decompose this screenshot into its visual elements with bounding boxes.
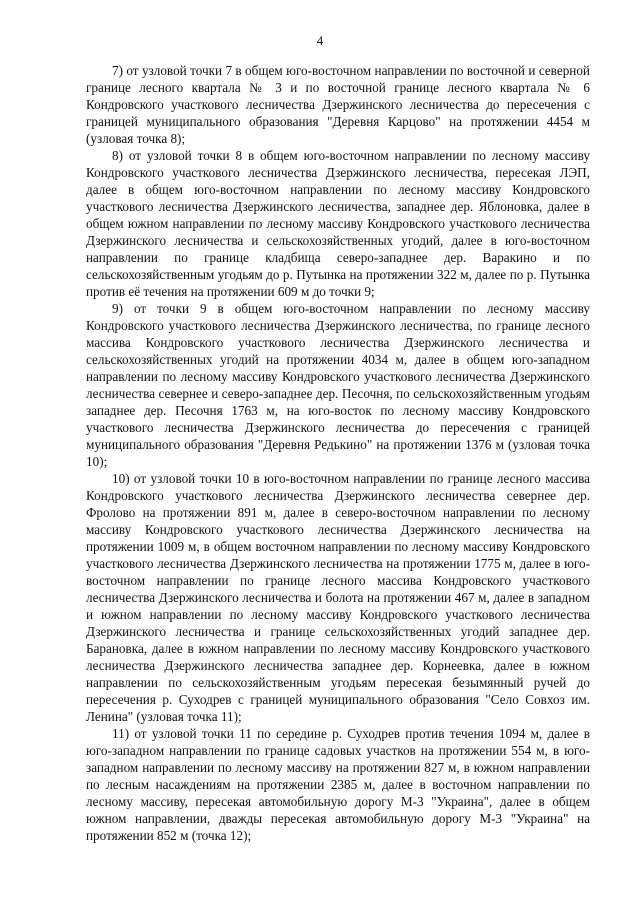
paragraph-7: 7) от узловой точки 7 в общем юго-восточном направлении по восточной и северной границе лесного квартала № 3 и по восточной границе лесного квартала № 6 Кондровского участкового лесничества Дзержинского лесничества до пересечения с границей муниципального образования "Деревня Карцово" на протяжении 4454 м (узловая точка 8); (86, 63, 590, 146)
page-number: 4 (316, 33, 324, 48)
paragraph-9: 9) от точки 9 в общем юго-восточном направлении по лесному массиву Кондровского участкового лесничества Дзержинского лесничества, по границе лесного массива Кондровского участкового лесничества Дзержинского лесничества и сельскохозяйственных угодий на протяжении 4034 м, далее в общем юго-западном направлении по лесному массиву Кондровского участкового лесничества Дзержинского лесничества севернее и северо-западнее дер. Песочня, по сельскохозяйственным угодьям западнее дер. Песочня 1763 м, на юго-восток по лесному массиву Кондровского участкового лесничества Дзержинского лесничества до пересечения с границей муниципального образования "Деревня Редькино" на протяжении 1376 м (узловая точка 10); (86, 301, 590, 469)
document-body (86, 62, 590, 844)
paragraph-11: 11) от узловой точки 11 по середине р. Суходрев против течения 1094 м, далее в юго-западном направлении по границе садовых участков на протяжении 554 м, в юго-западном направлении по лесному массиву на протяжении 827 м, в южном направлении по лесным насаждениям на протяжении 2385 м, далее в восточном направлении по лесному массиву, пересекая автомобильную дорогу М-3 "Украина", далее в общем южном направлении, дважды пересекая автомобильную дорогу М-3 "Украина" на протяжении 852 м (точка 12); (86, 726, 590, 843)
paragraph-8: 8) от узловой точки 8 в общем юго-восточном направлении по лесному массиву Кондровского участкового лесничества Дзержинского лесничества, пересекая ЛЭП, далее в общем юго-восточном направлении по лесному массиву Кондровского участкового лесничества Дзержинского лесничества, западнее дер. Яблоновка, далее в общем южном направлении по лесному массиву Кондровского участкового лесничества Дзержинского лесничества и сельскохозяйственных угодий, далее в юго-восточном направлении по границе кладбища северо-западнее дер. Варакино и по сельскохозяйственным угодьям до р. Путынка на протяжении 322 м, далее по р. Путынка против её течения на протяжении 609 м до точки 9; (86, 148, 590, 299)
paragraph-10: 10) от узловой точки 10 в юго-восточном направлении по границе лесного массива Кондровского участкового лесничества Дзержинского лесничества севернее дер. Фролово на протяжении 891 м, далее в северо-восточном направлении по лесному массиву Кондровского участкового лесничества Дзержинского лесничества на протяжении 1009 м, в общем восточном направлении по лесному массиву Кондровского участкового лесничества Дзержинского лесничества на протяжении 1775 м, далее в юго-восточном направлении по границе лесного массива Кондровского участкового лесничества Дзержинского лесничества и болота на протяжении 467 м, далее в западном и южном направлении по лесному массиву Кондровского участкового лесничества Дзержинского лесничества и границе сельскохозяйственных угодий западнее дер. Барановка, далее в южном направлении по лесному массиву Кондровского участкового лесничества Дзержинского лесничества западнее дер. Корнеевка, далее в южном направлении по сельскохозяйственным угодьям пересекая безымянный ручей до пересечения р. Суходрев с границей муниципального образования "Село Совхоз им. Ленина" (узловая точка 11); (86, 471, 590, 724)
